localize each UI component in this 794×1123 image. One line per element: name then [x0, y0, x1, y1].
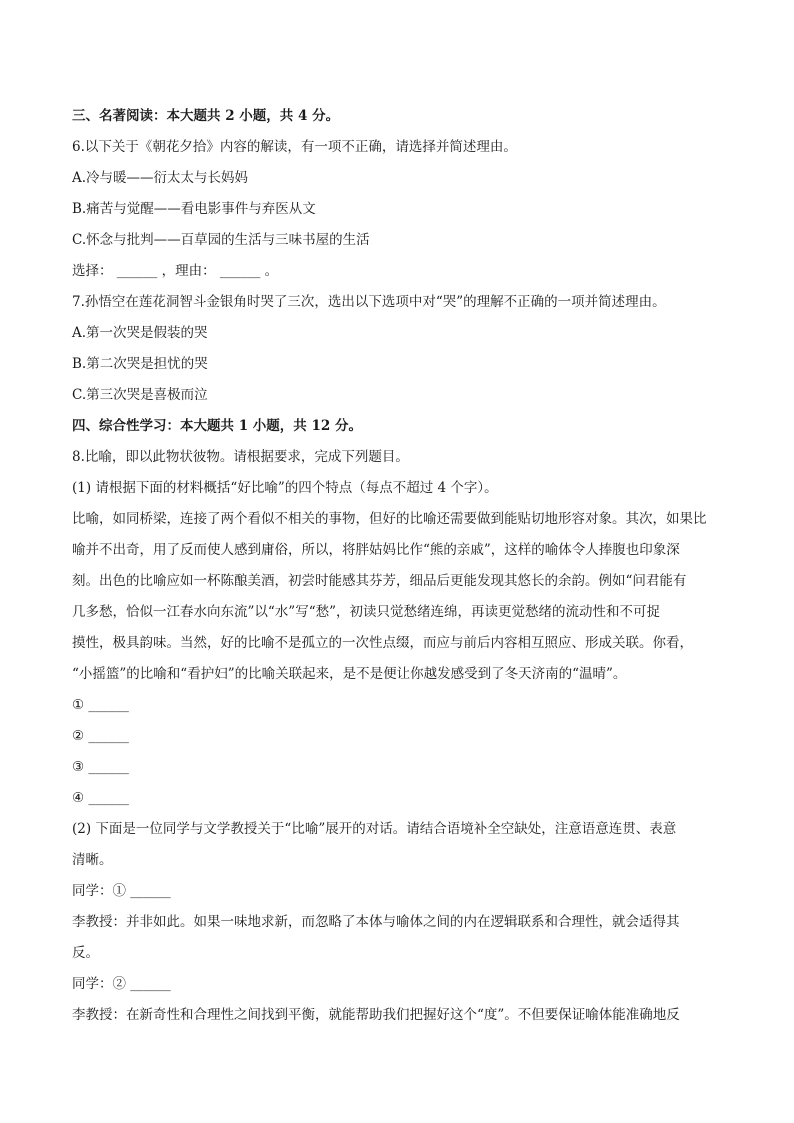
question-7-stem: 7.孙悟空在莲花洞智斗金银角时哭了三次，选出以下选项中对“哭”的理解不正确的一项并简述理由。 [72, 294, 666, 310]
material-line: 喻并不出奇，用了反而使人感到庸俗，所以，将胖姑妈比作“熊的亲戚”，这样的喻体令人捧腹也印象深 [72, 542, 680, 558]
question-6-answer-line: 选择： ______ ，理由： ______ 。 [72, 263, 279, 279]
dialogue-professor-2: 李教授：在新奇性和合理性之间找到平衡，就能帮助我们把握好这个“度”。不但要保证喻体能准确地反 [72, 1007, 680, 1023]
question-8-sub2-continued: 清晰。 [72, 852, 113, 868]
answer-blank-4: ④ ______ [72, 790, 129, 806]
question-8-sub1: (1) 请根据下面的材料概括“好比喻”的四个特点（每点不超过 4 个字）。 [72, 480, 498, 496]
question-7-option-b: B.第二次哭是担忧的哭 [72, 356, 208, 372]
question-7-option-a: A.第一次哭是假装的哭 [72, 325, 208, 341]
section-4-heading: 四、综合性学习：本大题共 1 小题，共 12 分。 [72, 418, 362, 434]
material-line: 比喻，如同桥梁，连接了两个看似不相关的事物，但好的比喻还需要做到能贴切地形容对象。其次，如果比 [72, 511, 707, 527]
section-3-heading: 三、名著阅读：本大题共 2 小题，共 4 分。 [72, 108, 340, 124]
answer-blank-1: ① ______ [72, 697, 129, 713]
question-7-option-c: C.第三次哭是喜极而泣 [72, 387, 208, 403]
question-6-option-b: B.痛苦与觉醒——看电影事件与弃医从文 [72, 201, 316, 217]
material-line: 摸性，极具韵味。当然，好的比喻不是孤立的一次性点缀，而应与前后内容相互照应、形成关联。你看， [72, 635, 693, 651]
dialogue-professor-1-continued: 反。 [72, 945, 99, 961]
material-line: 刻。出色的比喻应如一杯陈酿美酒，初尝时能感其芬芳，细品后更能发现其悠长的余韵。例如“问君能有 [72, 573, 687, 589]
question-6-option-a: A.冷与暖——衍太太与长妈妈 [72, 170, 249, 186]
answer-blank-3: ③ ______ [72, 759, 129, 775]
question-8-stem: 8.比喻，即以此物状彼物。请根据要求，完成下列题目。 [72, 449, 409, 465]
dialogue-professor-1: 李教授：并非如此。如果一味地求新，而忽略了本体与喻体之间的内在逻辑联系和合理性，就会适得其 [72, 914, 680, 930]
question-8-sub2: (2) 下面是一位同学与文学教授关于“比喻”展开的对话。请结合语境补全空缺处，注意语意连贯、表意 [72, 821, 677, 837]
material-line: “小摇篮”的比喻和“看护妇”的比喻关联起来，是不是便让你越发感受到了冬天济南的“温晴”。 [72, 666, 627, 682]
question-6-option-c: C.怀念与批判——百草园的生活与三味书屋的生活 [72, 232, 370, 248]
dialogue-student-2: 同学：② ______ [72, 976, 171, 992]
answer-blank-2: ② ______ [72, 728, 129, 744]
question-6-stem: 6.以下关于《朝花夕拾》内容的解读，有一项不正确，请选择并简述理由。 [72, 139, 517, 155]
document-page [72, 101, 722, 1031]
dialogue-student-1: 同学：① ______ [72, 883, 171, 899]
material-line: 几多愁，恰似一江春水向东流”以“水”写“愁”，初读只觉愁绪连绵，再读更觉愁绪的流动性和不可捉 [72, 604, 661, 620]
